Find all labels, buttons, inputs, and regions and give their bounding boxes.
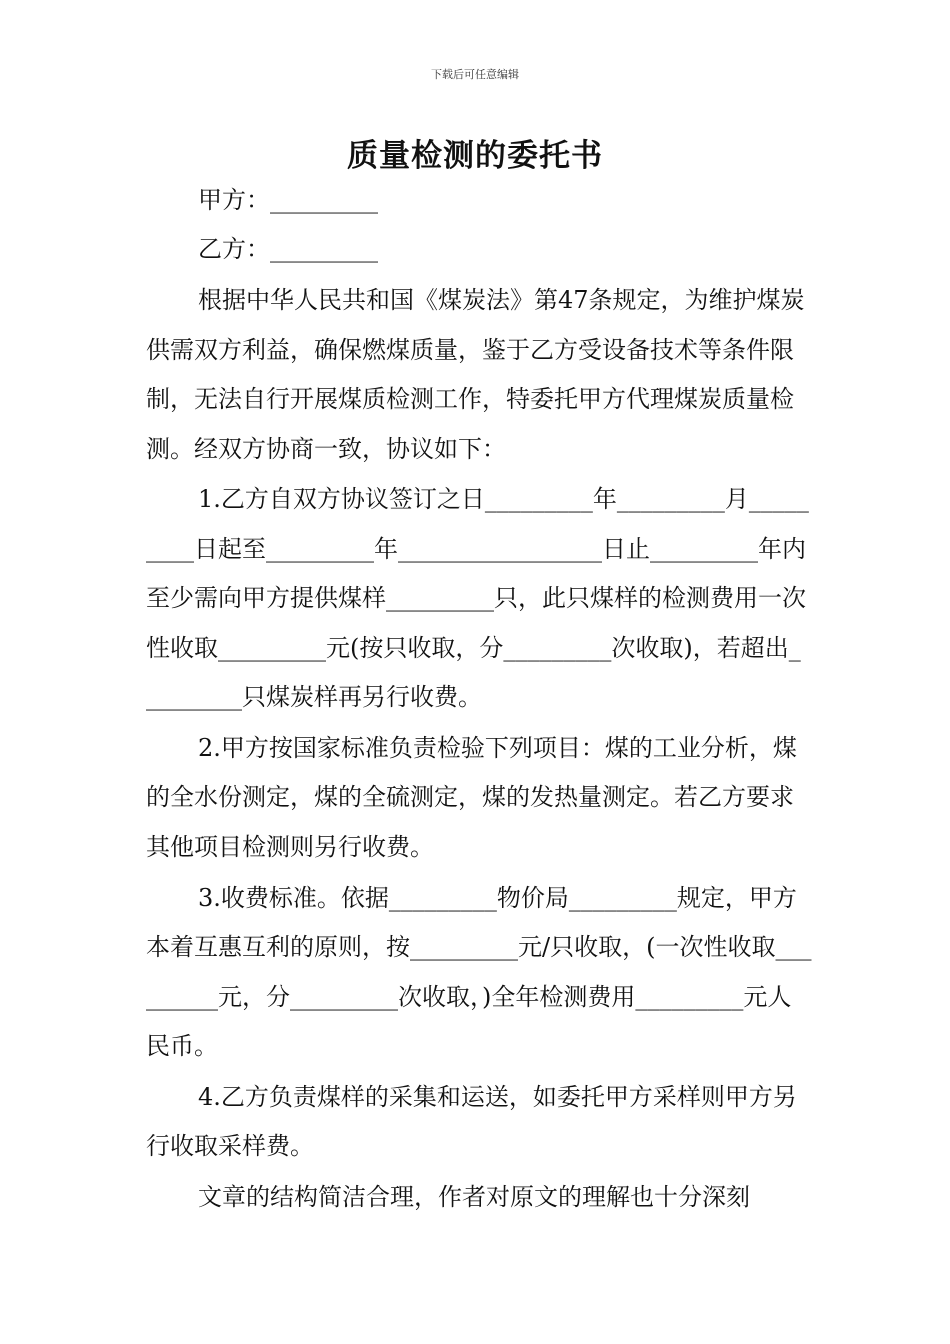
clause-2-paragraph: 2.甲方按国家标准负责检验下列项目：煤的工业分析，煤的全水份测定，煤的全硫测定，煤的发热量测定。若乙方要求其他项目检测则另行收费。 <box>146 733 797 861</box>
clause-4-paragraph: 4.乙方负责煤样的采集和运送，如委托甲方采样则甲方另行收取采样费。 <box>146 1082 797 1161</box>
document-title: 质量检测的委托书 <box>347 138 603 174</box>
party-a-line: 甲方：_________ <box>198 186 378 214</box>
document-body <box>146 176 812 1223</box>
closing-paragraph: 文章的结构简洁合理，作者对原文的理解也十分深刻 <box>198 1183 750 1212</box>
intro-paragraph: 根据中华人民共和国《煤炭法》第47条规定，为维护煤炭供需双方利益，确保燃煤质量，鉴于乙方受设备技术等条件限制，无法自行开展煤质检测工作，特委托甲方代理煤炭质量检测。经双方协商一致，协议如下： <box>146 286 805 463</box>
party-b-line: 乙方：_________ <box>198 235 378 264</box>
header-note: 下载后可任意编辑 <box>431 68 519 81</box>
clause-3-paragraph: 3.收费标准。依据_________物价局_________规定，甲方本着互惠互利的原则，按_________元/只收取，(一次性收取_________元，分_________次收取，)全年检测费用_________元人民币。 <box>146 883 812 1060</box>
clause-1-paragraph: 1.乙方自双方协议签订之日_________年_________月_________日起至_________年_________________日止_________年内至少需向甲方提供煤样_________只，此只煤样的检测费用一次性收取_________元(按只收取，分_________次收取)，若超出_________只煤炭样再另行收费。 <box>146 485 809 712</box>
